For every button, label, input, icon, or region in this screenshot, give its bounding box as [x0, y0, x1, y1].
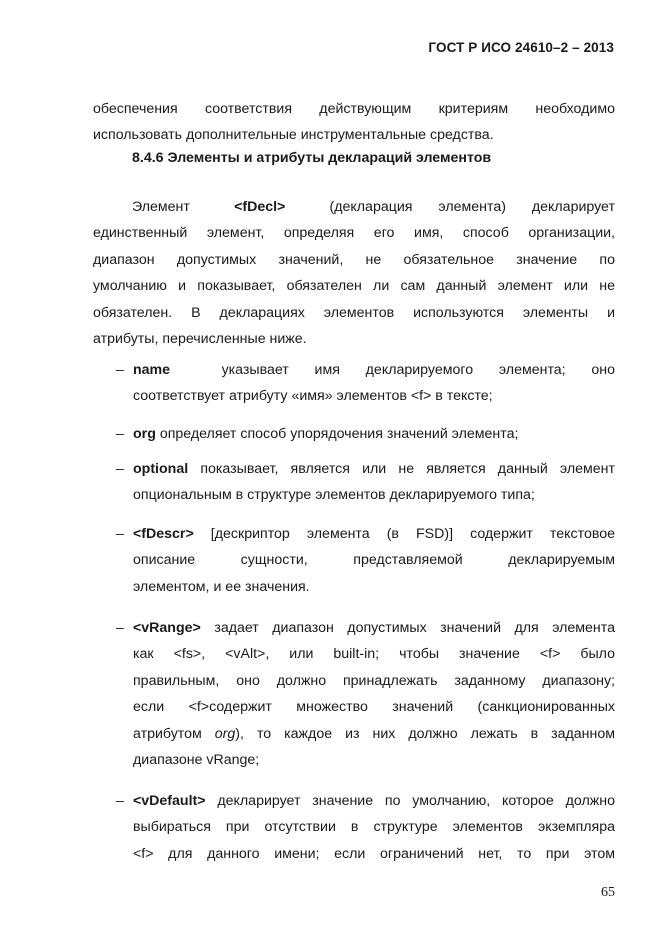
text-line	[133, 456, 615, 482]
text-line-rest: ), то каждое из них должно лежать в заданном	[235, 725, 615, 742]
text-line: единственный элемент, определяя его имя, способ организации,	[93, 225, 615, 242]
text-line: правильным, оно должно принадлежать заданному диапазону;	[133, 672, 615, 689]
text-line: диапазоне vRange;	[133, 752, 260, 769]
list-dash: –	[116, 793, 124, 809]
text-line-rest: задает диапазон допустимых значений для элемента	[214, 620, 615, 636]
text-line	[133, 788, 615, 814]
term-org: org	[133, 426, 156, 442]
text-line	[93, 194, 615, 220]
list-item-vrange	[116, 615, 615, 773]
list-dash: –	[116, 461, 124, 477]
intro-paragraph	[93, 96, 615, 149]
text-line: описание сущности, представляемой декларируемым	[133, 552, 615, 569]
page-number: 65	[601, 885, 615, 900]
text-line-rest: (декларация элемента) декларирует	[329, 199, 615, 215]
term-fdescr: <fDescr>	[133, 526, 194, 542]
text-line-rest: [дескриптор элемента (в FSD)] содержит текстовое	[210, 526, 615, 542]
text-line-rest: определяет способ упорядочения значений элемента;	[159, 426, 519, 442]
list-dash: –	[116, 620, 124, 636]
list-item-fdescr	[116, 521, 615, 600]
text-line: если <f>содержит множество значений (санкционированных	[133, 699, 615, 716]
section-heading: 8.4.6 Элементы и атрибуты деклараций элементов	[132, 150, 492, 166]
text-line: атрибуты, перечисленные ниже.	[93, 331, 307, 348]
page-header-standard-ref: ГОСТ Р ИСО 24610–2 – 2013	[428, 40, 614, 55]
list-dash: –	[116, 526, 124, 542]
term-vrange: <vRange>	[133, 620, 201, 636]
text-line: умолчанию и показывает, обязателен ли сам данный элемент или не	[93, 278, 615, 295]
element-name-fdecl: <fDecl>	[234, 199, 286, 215]
text-line: диапазон допустимых значений, не обязательное значение по	[93, 251, 615, 268]
term-vdefault: <vDefault>	[133, 793, 206, 809]
text-line: выбираться при отсутствии в структуре элементов экземпляра	[133, 819, 615, 836]
list-item-name	[116, 357, 615, 410]
text-line	[133, 721, 615, 747]
fdecl-paragraph	[93, 194, 615, 352]
text-line: как <fs>, <vAlt>, или built-in; чтобы значение <f> было	[133, 646, 615, 663]
text-line-rest: декларирует значение по умолчанию, которое должно	[217, 793, 615, 809]
text-word: атрибутом	[133, 725, 202, 742]
text-word: Элемент	[132, 199, 190, 215]
text-line: элементом, и ее значения.	[133, 578, 310, 595]
text-line: обеспечения соответствия действующим критериям необходимо	[93, 101, 615, 117]
text-line: <f> для данного имени; если ограничений нет, то при этом	[133, 845, 615, 862]
text-line: обязателен. В декларациях элементов используются элементы и	[93, 304, 615, 321]
list-item-vdefault	[116, 788, 615, 867]
list-item-org	[116, 421, 615, 447]
text-line-rest: указывает имя декларируемого элемента; оно	[221, 362, 615, 378]
text-line	[133, 357, 615, 383]
text-line	[133, 615, 615, 641]
list-dash: –	[116, 426, 124, 442]
text-line	[133, 421, 615, 447]
text-line-rest: показывает, является или не является данный элемент	[200, 461, 615, 477]
list-dash: –	[116, 362, 124, 378]
list-item-optional	[116, 456, 615, 509]
text-line	[133, 521, 615, 547]
term-name: name	[133, 362, 171, 378]
attribute-org-italic: org	[214, 725, 236, 742]
term-optional: optional	[133, 461, 189, 477]
text-line: соответствует атрибуту «имя» элементов <f> в тексте;	[133, 388, 493, 405]
text-line: опциональным в структуре элементов декларируемого типа;	[133, 487, 535, 504]
text-line: использовать дополнительные инструментальные средства.	[93, 127, 494, 144]
